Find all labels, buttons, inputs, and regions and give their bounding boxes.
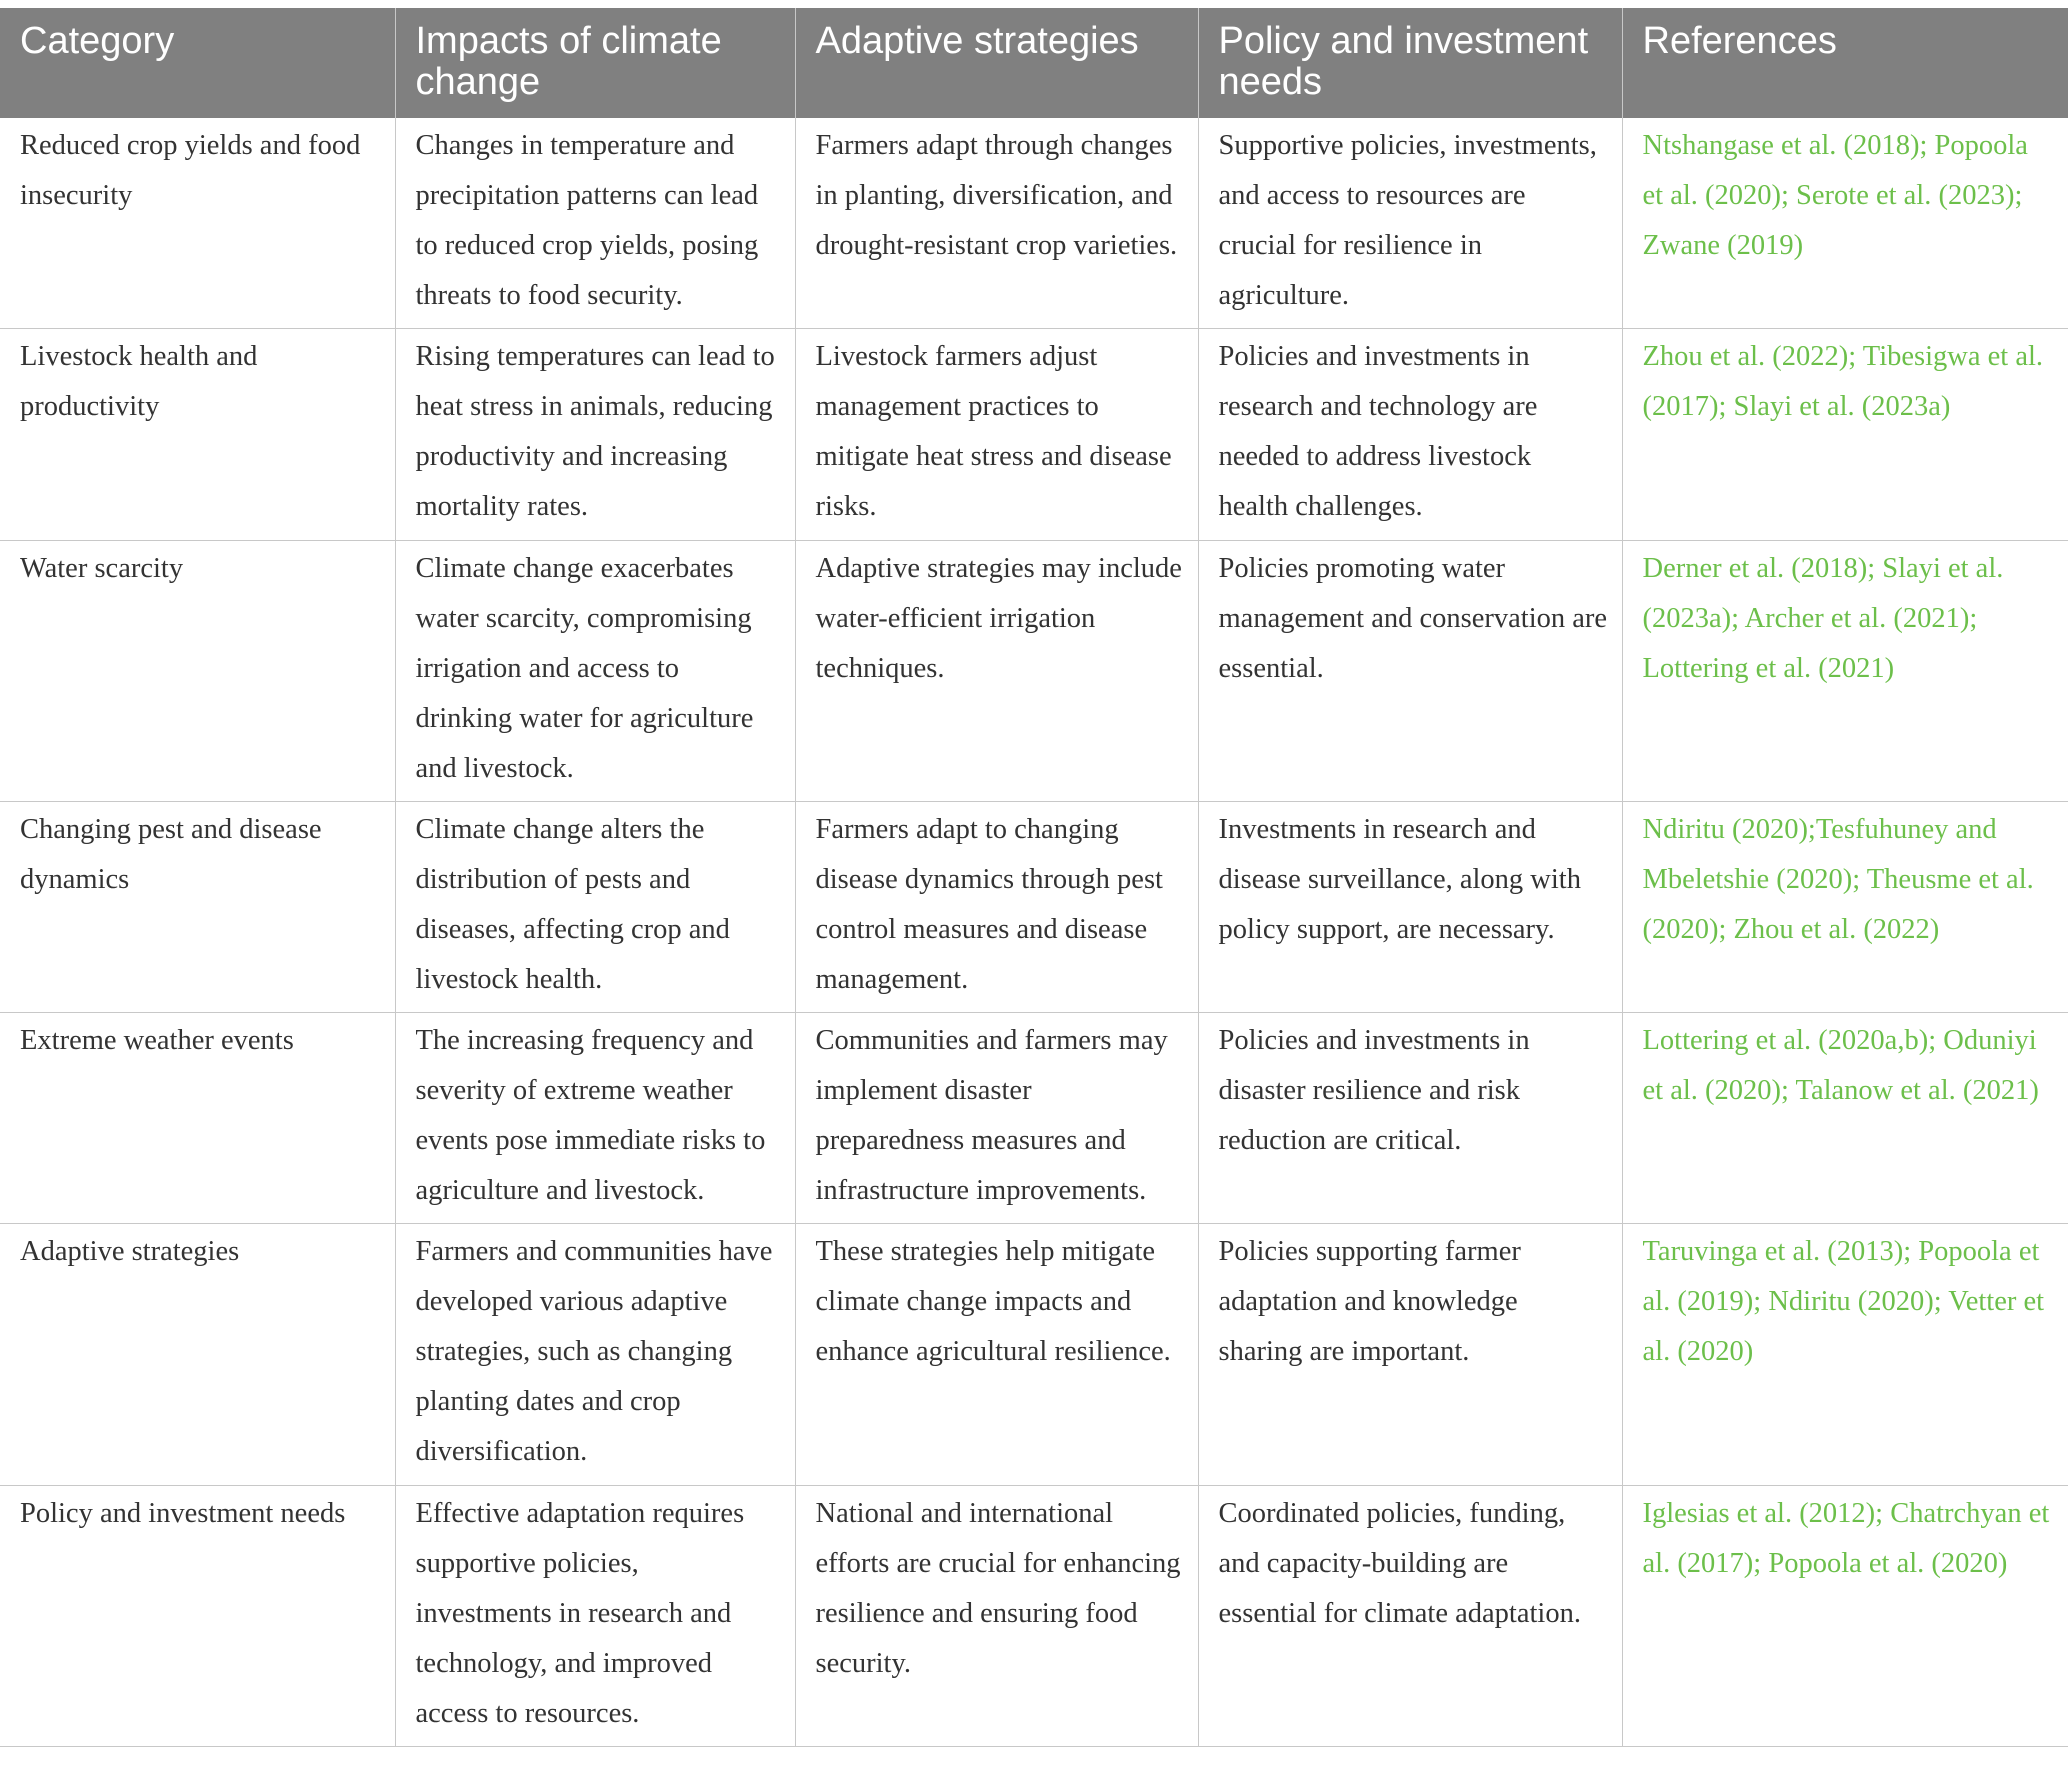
header-adaptive-strategies: Adaptive strategies [795, 8, 1198, 118]
cell-references[interactable]: Iglesias et al. (2012); Chatrchyan et al. (2017); Popoola et al. (2020) [1622, 1485, 2068, 1746]
cell-category: Adaptive strategies [0, 1223, 395, 1485]
cell-category: Changing pest and disease dynamics [0, 801, 395, 1012]
cell-impacts: Rising temperatures can lead to heat stress in animals, reducing productivity and increasing mortality rates. [395, 328, 795, 540]
cell-references[interactable]: Ntshangase et al. (2018); Popoola et al. (2020); Serote et al. (2023); Zwane (2019) [1622, 118, 2068, 328]
table-row [0, 118, 2068, 328]
cell-category: Extreme weather events [0, 1012, 395, 1223]
header-policy-needs: Policy and investment needs [1198, 8, 1622, 118]
table-row [0, 801, 2068, 1012]
cell-strategies: National and international efforts are crucial for enhancing resilience and ensuring food security. [795, 1485, 1198, 1746]
cell-policy: Policies and investments in research and technology are needed to address livestock health challenges. [1198, 328, 1622, 540]
cell-category: Policy and investment needs [0, 1485, 395, 1746]
cell-references[interactable]: Taruvinga et al. (2013); Popoola et al. (2019); Ndiritu (2020); Vetter et al. (2020) [1622, 1223, 2068, 1485]
header-category: Category [0, 8, 395, 118]
cell-policy: Policies promoting water management and conservation are essential. [1198, 540, 1622, 801]
cell-policy: Coordinated policies, funding, and capacity-building are essential for climate adaptation. [1198, 1485, 1622, 1746]
header-row [0, 8, 2068, 118]
cell-impacts: Effective adaptation requires supportive policies, investments in research and technology, and improved access to resources. [395, 1485, 795, 1746]
table-row [0, 540, 2068, 801]
cell-category: Water scarcity [0, 540, 395, 801]
cell-category: Reduced crop yields and food insecurity [0, 118, 395, 328]
cell-strategies: Adaptive strategies may include water-efficient irrigation techniques. [795, 540, 1198, 801]
cell-strategies: These strategies help mitigate climate change impacts and enhance agricultural resilience. [795, 1223, 1198, 1485]
cell-policy: Policies supporting farmer adaptation and knowledge sharing are important. [1198, 1223, 1622, 1485]
cell-impacts: Climate change exacerbates water scarcity, compromising irrigation and access to drinking water for agriculture and livestock. [395, 540, 795, 801]
cell-impacts: Changes in temperature and precipitation patterns can lead to reduced crop yields, posing threats to food security. [395, 118, 795, 328]
cell-references[interactable]: Derner et al. (2018); Slayi et al. (2023a); Archer et al. (2021); Lottering et al. (2021) [1622, 540, 2068, 801]
cell-references[interactable]: Ndiritu (2020);Tesfuhuney and Mbeletshie (2020); Theusme et al. (2020); Zhou et al. (2022) [1622, 801, 2068, 1012]
cell-references[interactable]: Zhou et al. (2022); Tibesigwa et al. (2017); Slayi et al. (2023a) [1622, 328, 2068, 540]
table-row [0, 1012, 2068, 1223]
cell-policy: Investments in research and disease surveillance, along with policy support, are necessary. [1198, 801, 1622, 1012]
cell-policy: Supportive policies, investments, and access to resources are crucial for resilience in agriculture. [1198, 118, 1622, 328]
header-impacts: Impacts of climate change [395, 8, 795, 118]
table-row [0, 1485, 2068, 1746]
cell-strategies: Farmers adapt through changes in planting, diversification, and drought-resistant crop varieties. [795, 118, 1198, 328]
table-row [0, 1223, 2068, 1485]
header-references: References [1622, 8, 2068, 118]
climate-adaptation-table [0, 8, 2068, 1747]
cell-impacts: The increasing frequency and severity of extreme weather events pose immediate risks to agriculture and livestock. [395, 1012, 795, 1223]
cell-strategies: Livestock farmers adjust management practices to mitigate heat stress and disease risks. [795, 328, 1198, 540]
cell-strategies: Farmers adapt to changing disease dynamics through pest control measures and disease management. [795, 801, 1198, 1012]
cell-impacts: Farmers and communities have developed various adaptive strategies, such as changing planting dates and crop diversification. [395, 1223, 795, 1485]
cell-category: Livestock health and productivity [0, 328, 395, 540]
table-row [0, 328, 2068, 540]
cell-policy: Policies and investments in disaster resilience and risk reduction are critical. [1198, 1012, 1622, 1223]
cell-references[interactable]: Lottering et al. (2020a,b); Oduniyi et al. (2020); Talanow et al. (2021) [1622, 1012, 2068, 1223]
cell-strategies: Communities and farmers may implement disaster preparedness measures and infrastructure improvements. [795, 1012, 1198, 1223]
cell-impacts: Climate change alters the distribution of pests and diseases, affecting crop and livestock health. [395, 801, 795, 1012]
